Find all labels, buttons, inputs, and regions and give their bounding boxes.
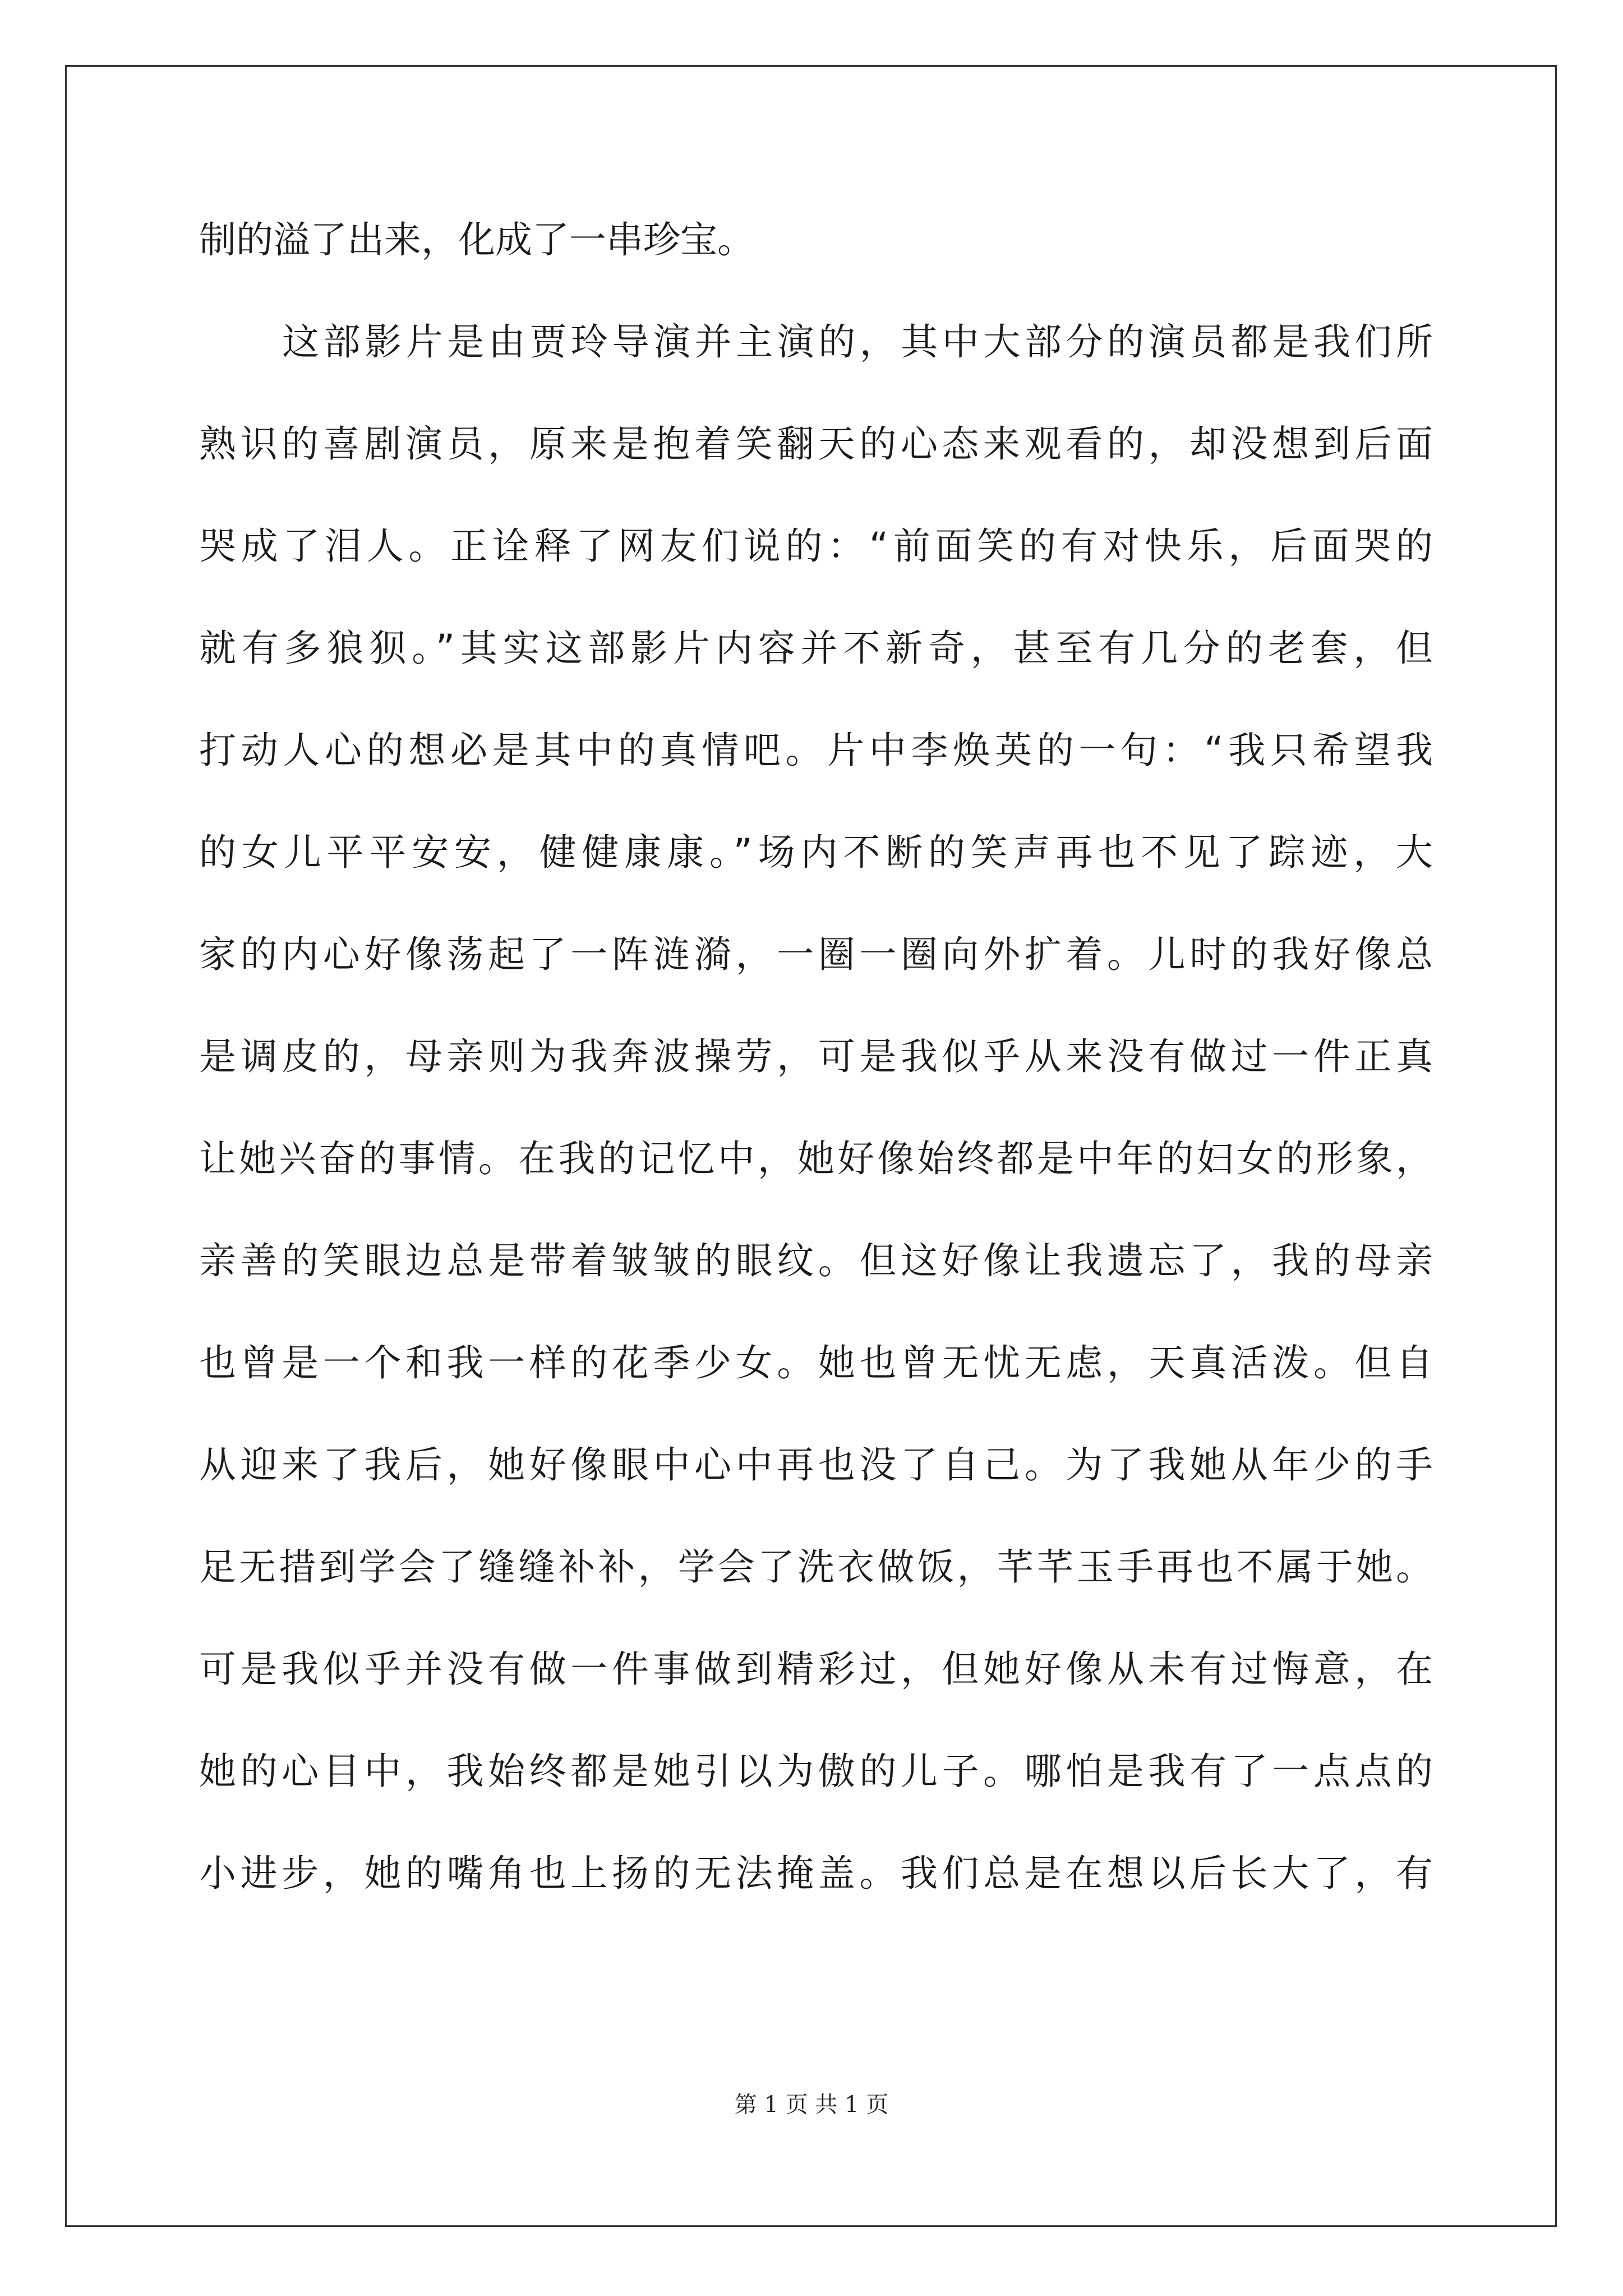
text-line: 亲善的笑眼边总是带着皱皱的眼纹。但这好像让我遗忘了，我的母亲 bbox=[199, 1239, 1433, 1282]
text-line: 让她兴奋的事情。在我的记忆中，她好像始终都是中年的妇女的形象， bbox=[199, 1137, 1433, 1180]
text-line: 足无措到学会了缝缝补补，学会了洗衣做饭，芊芊玉手再也不属于她。 bbox=[199, 1545, 1433, 1589]
text-line: 熟识的喜剧演员，原来是抱着笑翻天的心态来观看的，却没想到后面 bbox=[199, 422, 1433, 466]
text-line: 制的溢了出来，化成了一串珍宝。 bbox=[199, 218, 754, 261]
text-line: 就有多狼狈。”其实这部影片内容并不新奇，甚至有几分的老套，但 bbox=[199, 627, 1433, 670]
text-line: 家的内心好像荡起了一阵涟漪，一圈一圈向外扩着。儿时的我好像总 bbox=[199, 933, 1433, 976]
page-footer: 第 1 页 共 1 页 bbox=[734, 2092, 889, 2118]
text-line: 小进步，她的嘴角也上扬的无法掩盖。我们总是在想以后长大了，有 bbox=[199, 1852, 1433, 1895]
text-line: 的女儿平平安安，健健康康。”场内不断的笑声再也不见了踪迹，大 bbox=[199, 831, 1433, 874]
paragraph-first-line: 这部影片是由贾玲导演并主演的，其中大部分的演员都是我们所 bbox=[282, 320, 1433, 364]
text-line: 也曾是一个和我一样的花季少女。她也曾无忧无虑，天真活泼。但自 bbox=[199, 1341, 1433, 1384]
text-line: 可是我似乎并没有做一件事做到精彩过，但她好像从未有过悔意，在 bbox=[199, 1648, 1433, 1691]
document-body bbox=[199, 212, 1433, 1948]
text-line: 她的心目中，我始终都是她引以为傲的儿子。哪怕是我有了一点点的 bbox=[199, 1750, 1433, 1793]
text-line: 从迎来了我后，她好像眼中心中再也没了自己。为了我她从年少的手 bbox=[199, 1443, 1433, 1487]
text-line: 哭成了泪人。正诠释了网友们说的：“前面笑的有对快乐，后面哭的 bbox=[199, 524, 1433, 568]
text-line: 是调皮的，母亲则为我奔波操劳，可是我似乎从来没有做过一件正真 bbox=[199, 1035, 1433, 1078]
text-line: 打动人心的想必是其中的真情吧。片中李焕英的一句：“我只希望我 bbox=[199, 729, 1433, 772]
